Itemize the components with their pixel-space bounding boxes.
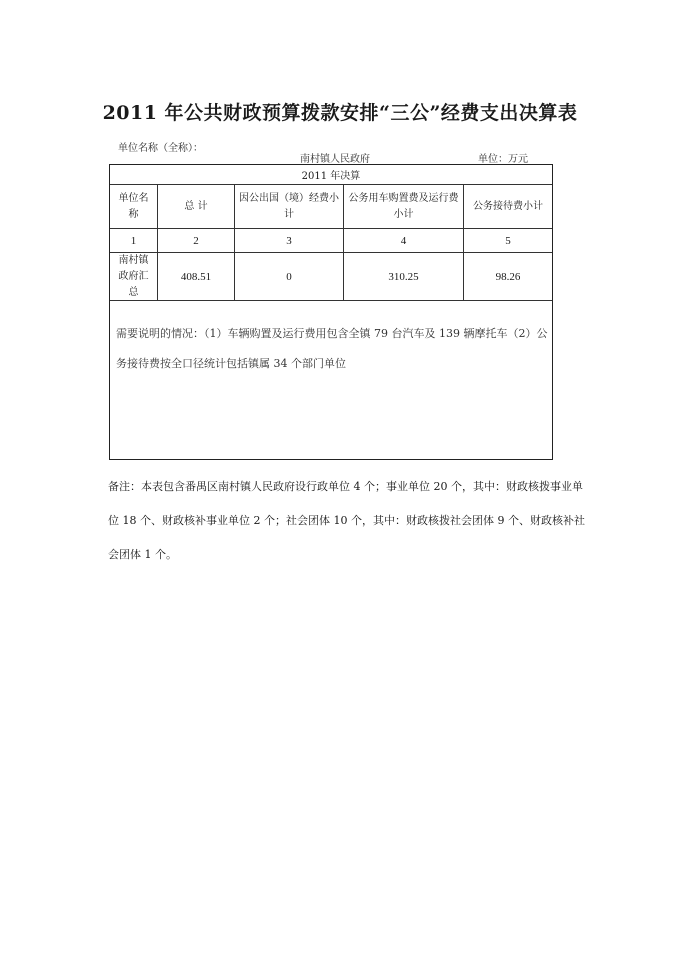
header-overseas: 因公出国（境）经费小计 (235, 185, 344, 228)
row-overseas: 0 (235, 253, 344, 300)
header-reception: 公务接待费小计 (473, 200, 543, 212)
year-header-row (110, 165, 552, 185)
unit-name-value: 南村镇人民政府 (300, 154, 370, 165)
year-header: 2011 年决算 (301, 171, 361, 182)
index-cell: 2 (158, 229, 235, 252)
header-vehicle: 公务用车购置费及运行费小计 (344, 185, 464, 228)
row-total: 408.51 (158, 253, 235, 300)
column-header-row (110, 185, 552, 229)
row-vehicle: 310.25 (344, 253, 464, 300)
budget-table (109, 164, 553, 460)
index-cell: 4 (344, 229, 464, 252)
header-unit-name: 单位名称 (110, 185, 158, 228)
row-unit-name: 南村镇政府汇总 (110, 253, 158, 300)
remarks-text: 备注：本表包含番禺区南村镇人民政府设行政单位 4 个；事业单位 20 个，其中：财政核拨事业单位 18 个、财政核补事业单位 2 个；社会团体 10 个，其中：财政核拨社会团体 9 个、财政核补社会团体 1 个。 (108, 480, 585, 561)
index-row (110, 229, 552, 253)
explanation-note: 需要说明的情况：（1）车辆购置及运行费用包含全镇 79 台汽车及 139 辆摩托车（2）公务接待费按全口径统计包括镇属 34 个部门单位 (116, 327, 548, 370)
index-cell: 3 (235, 229, 344, 252)
header-total: 总 计 (158, 185, 235, 228)
unit-name-label: 单位名称（全称）： (118, 143, 203, 154)
page-title: 2011 年公共财政预算拨款安排“三公”经费支出决算表 (102, 102, 578, 124)
unit-measure: 单位：万元 (478, 154, 528, 165)
index-cell: 5 (505, 234, 511, 247)
table-row (110, 253, 552, 301)
row-reception: 98.26 (495, 270, 521, 283)
index-cell: 1 (110, 229, 158, 252)
